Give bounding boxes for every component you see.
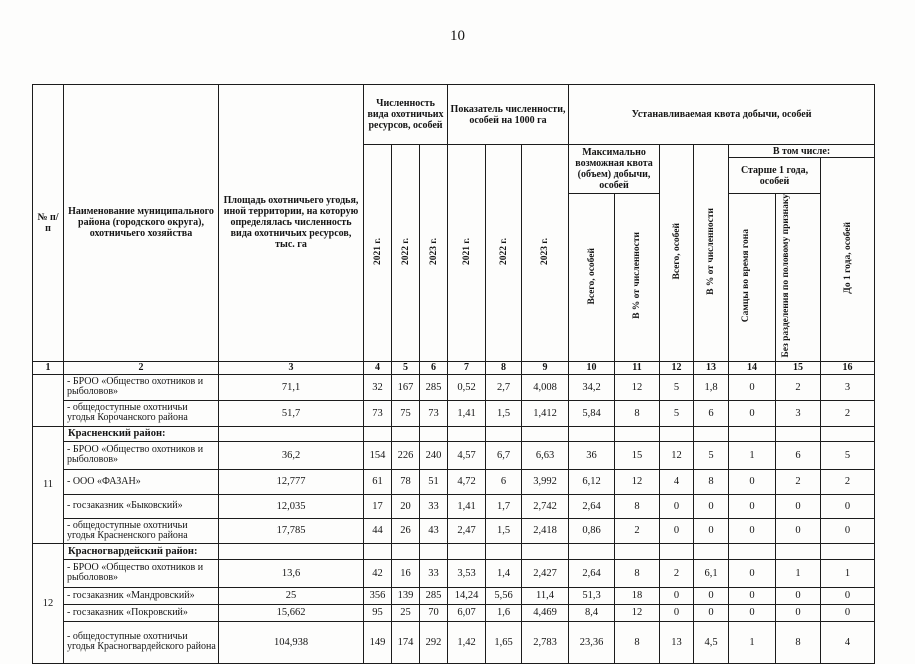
header-density: Показатель численности, особей на 1000 га — [448, 85, 569, 145]
value-cell: 1,65 — [486, 621, 522, 663]
value-cell: 17,785 — [219, 518, 364, 543]
value-cell: 2,742 — [522, 494, 569, 518]
header-pct: В % от численности — [694, 145, 729, 362]
value-cell: 8 — [615, 559, 660, 587]
holding-name: - ООО «ФАЗАН» — [64, 469, 219, 494]
empty-cell — [569, 543, 615, 559]
holding-name: - БРОО «Общество охотников и рыболовов» — [64, 441, 219, 469]
value-cell: 0 — [694, 587, 729, 604]
table-row — [33, 621, 875, 663]
value-cell: 2 — [821, 400, 875, 426]
empty-cell — [821, 426, 875, 441]
value-cell: 43 — [420, 518, 448, 543]
value-cell: 36 — [569, 441, 615, 469]
column-number: 7 — [448, 361, 486, 374]
value-cell: 2,783 — [522, 621, 569, 663]
column-number: 5 — [392, 361, 420, 374]
table-body — [33, 374, 875, 663]
value-cell: 14,24 — [448, 587, 486, 604]
value-cell: 33 — [420, 494, 448, 518]
value-cell: 2,64 — [569, 559, 615, 587]
header-older: Старше 1 года, особей — [729, 158, 821, 194]
value-cell: 0 — [729, 518, 776, 543]
header-pop-2021: 2021 г. — [364, 145, 392, 362]
value-cell: 16 — [392, 559, 420, 587]
value-cell: 3,992 — [522, 469, 569, 494]
value-cell: 4,008 — [522, 374, 569, 400]
empty-cell — [448, 426, 486, 441]
value-cell: 6,12 — [569, 469, 615, 494]
value-cell: 1,7 — [486, 494, 522, 518]
holding-name: - БРОО «Общество охотников и рыболовов» — [64, 374, 219, 400]
header-max-total: Всего, особей — [569, 194, 615, 362]
value-cell: 4,5 — [694, 621, 729, 663]
value-cell: 5 — [821, 441, 875, 469]
value-cell: 1,5 — [486, 518, 522, 543]
table-row — [33, 469, 875, 494]
value-cell: 5 — [660, 400, 694, 426]
empty-cell — [219, 543, 364, 559]
value-cell: 5,56 — [486, 587, 522, 604]
value-cell: 6,1 — [694, 559, 729, 587]
value-cell: 0 — [694, 494, 729, 518]
value-cell: 167 — [392, 374, 420, 400]
value-cell: 20 — [392, 494, 420, 518]
value-cell: 0,52 — [448, 374, 486, 400]
value-cell: 4,72 — [448, 469, 486, 494]
column-number: 2 — [64, 361, 219, 374]
value-cell: 73 — [364, 400, 392, 426]
group-number — [33, 374, 64, 426]
value-cell: 0 — [729, 374, 776, 400]
value-cell: 6 — [776, 441, 821, 469]
value-cell: 1,41 — [448, 494, 486, 518]
district-name: Красненский район: — [64, 426, 219, 441]
table-row — [33, 400, 875, 426]
value-cell: 51,3 — [569, 587, 615, 604]
value-cell: 13,6 — [219, 559, 364, 587]
value-cell: 0 — [729, 587, 776, 604]
value-cell: 0 — [660, 518, 694, 543]
value-cell: 15 — [615, 441, 660, 469]
value-cell: 0 — [821, 587, 875, 604]
column-number: 11 — [615, 361, 660, 374]
column-number: 4 — [364, 361, 392, 374]
value-cell: 2,7 — [486, 374, 522, 400]
value-cell: 2,64 — [569, 494, 615, 518]
header-pop-2022: 2022 г. — [392, 145, 420, 362]
value-cell: 78 — [392, 469, 420, 494]
empty-cell — [522, 426, 569, 441]
value-cell: 44 — [364, 518, 392, 543]
header-den-2022: 2022 г. — [486, 145, 522, 362]
value-cell: 32 — [364, 374, 392, 400]
empty-cell — [729, 426, 776, 441]
value-cell: 0 — [729, 604, 776, 621]
value-cell: 12 — [660, 441, 694, 469]
value-cell: 73 — [420, 400, 448, 426]
value-cell: 36,2 — [219, 441, 364, 469]
value-cell: 1,5 — [486, 400, 522, 426]
value-cell: 95 — [364, 604, 392, 621]
value-cell: 3 — [776, 400, 821, 426]
value-cell: 2,47 — [448, 518, 486, 543]
holding-name: - госзаказник «Покровский» — [64, 604, 219, 621]
value-cell: 71,1 — [219, 374, 364, 400]
table-row — [33, 587, 875, 604]
value-cell: 51 — [420, 469, 448, 494]
value-cell: 0 — [660, 587, 694, 604]
empty-cell — [776, 426, 821, 441]
empty-cell — [660, 543, 694, 559]
value-cell: 70 — [420, 604, 448, 621]
column-number: 15 — [776, 361, 821, 374]
value-cell: 12 — [615, 469, 660, 494]
value-cell: 1,42 — [448, 621, 486, 663]
holding-name: - госзаказник «Быковский» — [64, 494, 219, 518]
table-row — [33, 494, 875, 518]
value-cell: 285 — [420, 374, 448, 400]
value-cell: 1,4 — [486, 559, 522, 587]
value-cell: 13 — [660, 621, 694, 663]
value-cell: 1 — [821, 559, 875, 587]
value-cell: 0 — [776, 494, 821, 518]
value-cell: 61 — [364, 469, 392, 494]
value-cell: 0 — [694, 604, 729, 621]
empty-cell — [448, 543, 486, 559]
value-cell: 1 — [776, 559, 821, 587]
empty-cell — [729, 543, 776, 559]
table-row — [33, 441, 875, 469]
value-cell: 4,57 — [448, 441, 486, 469]
value-cell: 285 — [420, 587, 448, 604]
header-max-pct: В % от численности — [615, 194, 660, 362]
value-cell: 6 — [486, 469, 522, 494]
value-cell: 42 — [364, 559, 392, 587]
header-area: Площадь охотничьего угодья, иной территории, на которую определялась численность вида охотничьих ресурсов, тыс. га — [219, 85, 364, 362]
value-cell: 12,035 — [219, 494, 364, 518]
header-max-quota: Максимально возможная квота (объем) добычи, особей — [569, 145, 660, 194]
value-cell: 1,41 — [448, 400, 486, 426]
value-cell: 17 — [364, 494, 392, 518]
value-cell: 0 — [821, 604, 875, 621]
value-cell: 5,84 — [569, 400, 615, 426]
value-cell: 154 — [364, 441, 392, 469]
table-row — [33, 604, 875, 621]
value-cell: 0 — [729, 400, 776, 426]
header-pop-2023: 2023 г. — [420, 145, 448, 362]
value-cell: 6,07 — [448, 604, 486, 621]
empty-cell — [615, 543, 660, 559]
value-cell: 356 — [364, 587, 392, 604]
value-cell: 2 — [615, 518, 660, 543]
header-name: Наименование муниципального района (городского округа), охотничьего хозяйства — [64, 85, 219, 362]
table-header — [33, 85, 875, 375]
table-row — [33, 559, 875, 587]
value-cell: 18 — [615, 587, 660, 604]
holding-name: - общедоступные охотничьи угодья Корочанского района — [64, 400, 219, 426]
column-number: 12 — [660, 361, 694, 374]
value-cell: 6,63 — [522, 441, 569, 469]
value-cell: 8 — [615, 400, 660, 426]
value-cell: 33 — [420, 559, 448, 587]
column-number: 8 — [486, 361, 522, 374]
table-row — [33, 518, 875, 543]
value-cell: 6,7 — [486, 441, 522, 469]
value-cell: 0 — [776, 518, 821, 543]
value-cell: 139 — [392, 587, 420, 604]
empty-cell — [569, 426, 615, 441]
value-cell: 15,662 — [219, 604, 364, 621]
value-cell: 5 — [660, 374, 694, 400]
value-cell: 0 — [729, 494, 776, 518]
column-number: 10 — [569, 361, 615, 374]
value-cell: 8 — [615, 621, 660, 663]
value-cell: 4,469 — [522, 604, 569, 621]
value-cell: 0 — [729, 559, 776, 587]
empty-cell — [486, 426, 522, 441]
value-cell: 0,86 — [569, 518, 615, 543]
column-number: 3 — [219, 361, 364, 374]
value-cell: 0 — [821, 518, 875, 543]
district-row — [33, 543, 875, 559]
empty-cell — [420, 426, 448, 441]
empty-cell — [219, 426, 364, 441]
value-cell: 2,418 — [522, 518, 569, 543]
table-row — [33, 374, 875, 400]
empty-cell — [660, 426, 694, 441]
value-cell: 0 — [776, 587, 821, 604]
value-cell: 2 — [776, 469, 821, 494]
column-number: 13 — [694, 361, 729, 374]
value-cell: 51,7 — [219, 400, 364, 426]
header-den-2023: 2023 г. — [522, 145, 569, 362]
value-cell: 1,6 — [486, 604, 522, 621]
empty-cell — [694, 426, 729, 441]
value-cell: 8 — [694, 469, 729, 494]
empty-cell — [821, 543, 875, 559]
header-including: В том числе: — [729, 145, 875, 158]
value-cell: 11,4 — [522, 587, 569, 604]
value-cell: 4 — [660, 469, 694, 494]
value-cell: 2,427 — [522, 559, 569, 587]
empty-cell — [392, 543, 420, 559]
value-cell: 149 — [364, 621, 392, 663]
value-cell: 6 — [694, 400, 729, 426]
group-number: 12 — [33, 543, 64, 663]
value-cell: 0 — [694, 518, 729, 543]
column-number: 14 — [729, 361, 776, 374]
value-cell: 23,36 — [569, 621, 615, 663]
column-number: 16 — [821, 361, 875, 374]
district-row — [33, 426, 875, 441]
value-cell: 34,2 — [569, 374, 615, 400]
value-cell: 240 — [420, 441, 448, 469]
value-cell: 3,53 — [448, 559, 486, 587]
holding-name: - общедоступные охотничьи угодья Красногвардейского района — [64, 621, 219, 663]
value-cell: 2 — [821, 469, 875, 494]
value-cell: 12 — [615, 604, 660, 621]
empty-cell — [522, 543, 569, 559]
empty-cell — [615, 426, 660, 441]
value-cell: 8 — [776, 621, 821, 663]
header-quota: Устанавливаемая квота добычи, особей — [569, 85, 875, 145]
empty-cell — [364, 543, 392, 559]
value-cell: 26 — [392, 518, 420, 543]
column-number: 9 — [522, 361, 569, 374]
value-cell: 1 — [729, 621, 776, 663]
value-cell: 0 — [660, 494, 694, 518]
header-population: Численность вида охотничьих ресурсов, особей — [364, 85, 448, 145]
header-den-2021: 2021 г. — [448, 145, 486, 362]
column-number-row — [33, 361, 875, 374]
holding-name: - общедоступные охотничьи угодья Красненского района — [64, 518, 219, 543]
value-cell: 4 — [821, 621, 875, 663]
empty-cell — [392, 426, 420, 441]
value-cell: 5 — [694, 441, 729, 469]
value-cell: 8,4 — [569, 604, 615, 621]
value-cell: 292 — [420, 621, 448, 663]
value-cell: 0 — [821, 494, 875, 518]
value-cell: 174 — [392, 621, 420, 663]
header-total: Всего, особей — [660, 145, 694, 362]
page-number: 10 — [450, 28, 465, 44]
value-cell: 104,938 — [219, 621, 364, 663]
empty-cell — [694, 543, 729, 559]
value-cell: 0 — [660, 604, 694, 621]
value-cell: 0 — [776, 604, 821, 621]
value-cell: 12 — [615, 374, 660, 400]
holding-name: - БРОО «Общество охотников и рыболовов» — [64, 559, 219, 587]
header-num: № п/п — [33, 85, 64, 362]
value-cell: 8 — [615, 494, 660, 518]
value-cell: 0 — [729, 469, 776, 494]
empty-cell — [364, 426, 392, 441]
header-no-sex: Без разделения по половому признаку — [776, 194, 821, 362]
column-number: 1 — [33, 361, 64, 374]
value-cell: 2 — [776, 374, 821, 400]
value-cell: 1,8 — [694, 374, 729, 400]
column-number: 6 — [420, 361, 448, 374]
district-name: Красногвардейский район: — [64, 543, 219, 559]
header-young: До 1 года, особей — [821, 158, 875, 362]
value-cell: 3 — [821, 374, 875, 400]
group-number: 11 — [33, 426, 64, 543]
value-cell: 1,412 — [522, 400, 569, 426]
value-cell: 1 — [729, 441, 776, 469]
empty-cell — [776, 543, 821, 559]
quota-table — [32, 84, 875, 664]
header-males: Самцы во время гона — [729, 194, 776, 362]
empty-cell — [420, 543, 448, 559]
value-cell: 25 — [392, 604, 420, 621]
holding-name: - госзаказник «Мандровский» — [64, 587, 219, 604]
value-cell: 75 — [392, 400, 420, 426]
value-cell: 25 — [219, 587, 364, 604]
value-cell: 226 — [392, 441, 420, 469]
value-cell: 12,777 — [219, 469, 364, 494]
empty-cell — [486, 543, 522, 559]
value-cell: 2 — [660, 559, 694, 587]
